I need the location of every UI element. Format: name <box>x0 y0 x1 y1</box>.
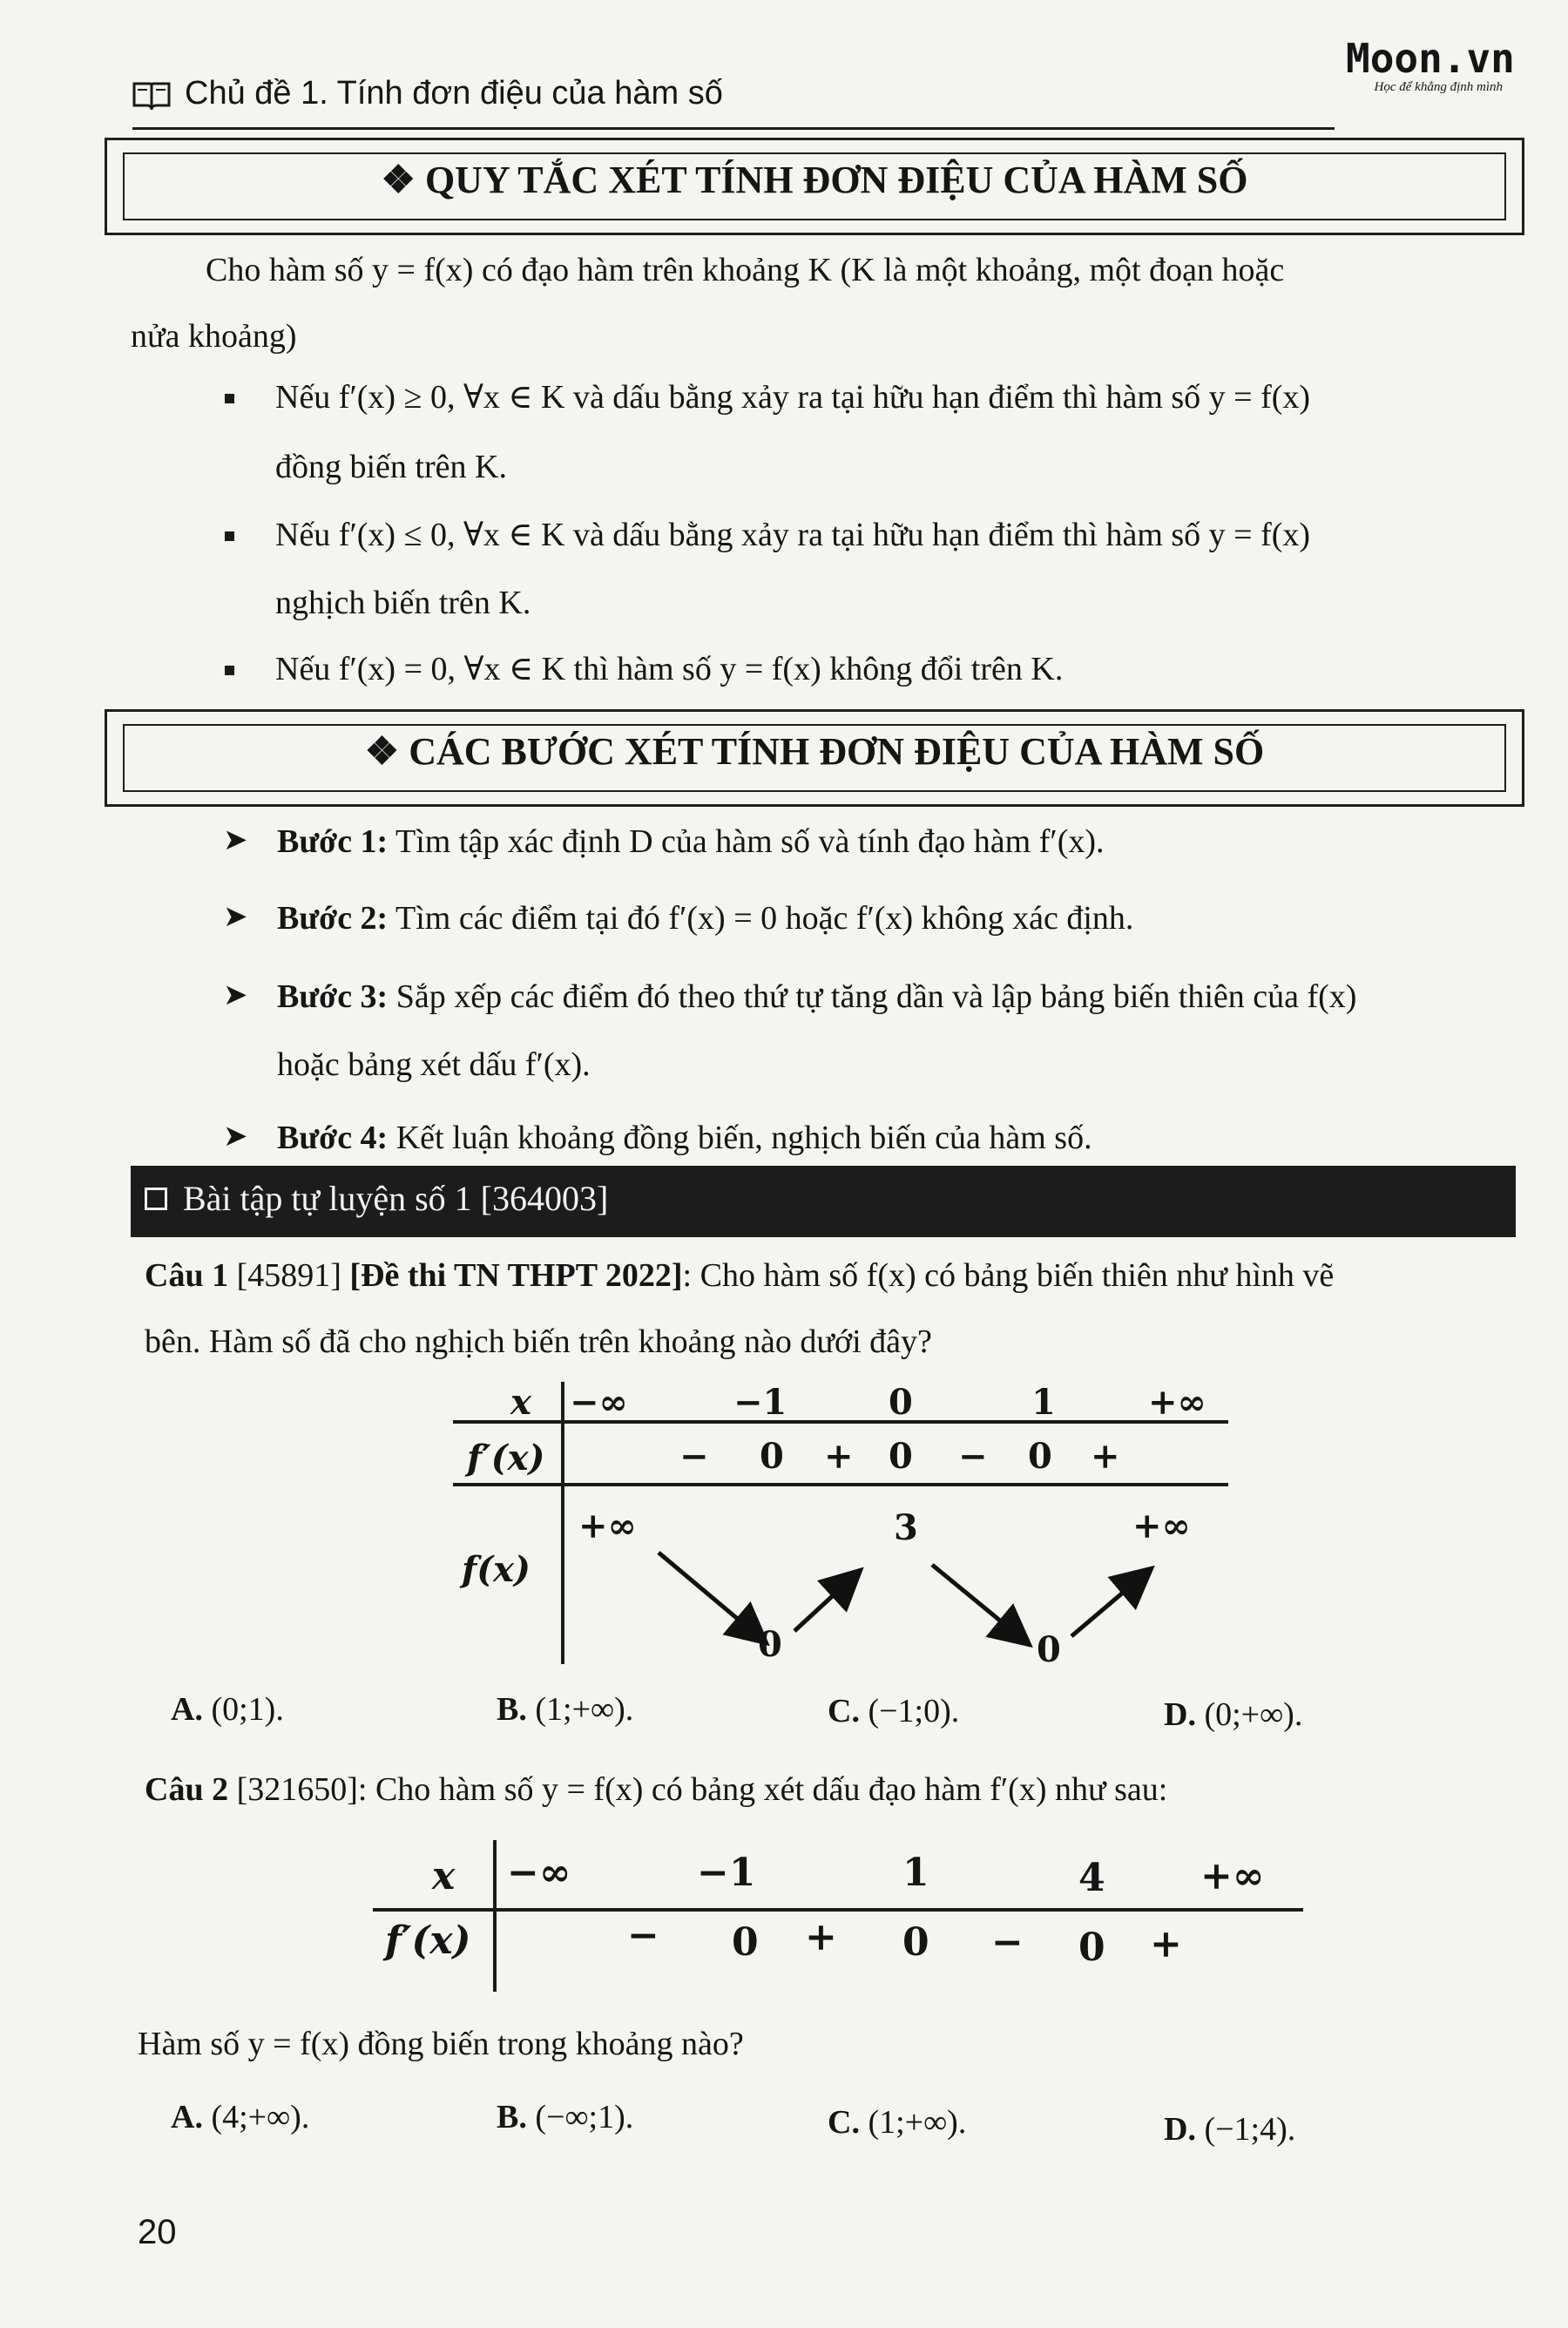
section-title-steps: ❖ CÁC BƯỚC XÉT TÍNH ĐƠN ĐIỆU CỦA HÀM SỐ <box>364 730 1265 773</box>
answer-value: (−∞;1). <box>535 2099 634 2135</box>
q1-line-2: bên. Hàm số đã cho nghịch biến trên khoảng nào dưới đây? <box>145 1323 932 1360</box>
intro-line-1: Cho hàm số y = f(x) có đạo hàm trên khoảng K (K là một khoảng, một đoạn hoặc <box>206 252 1285 288</box>
q1-f-value: +∞ <box>1132 1506 1191 1546</box>
q2-text: [321650]: Cho hàm số y = f(x) có bảng xét dấu đạo hàm f′(x) như sau: <box>228 1771 1168 1808</box>
step-4-label: Bước 4: <box>277 1120 389 1156</box>
q1-sign: 0 <box>760 1436 784 1477</box>
q1-source: [Đề thi TN THPT 2022] <box>349 1257 683 1294</box>
q1-f-value: 3 <box>894 1507 918 1548</box>
step-3-text: Sắp xếp các điểm đó theo thứ tự tăng dần và lập bảng biến thiên của f(x) <box>388 978 1357 1015</box>
q2-sign: + <box>805 1915 837 1959</box>
answer-key: B. <box>497 2099 527 2135</box>
step-2 <box>277 894 1133 943</box>
answer-key: A. <box>171 2099 203 2135</box>
exercise-title: Bài tập tự luyện số 1 [364003] <box>183 1179 609 1218</box>
header-rule <box>132 127 1335 130</box>
q1-sign: + <box>1091 1436 1120 1477</box>
q1-sign: − <box>679 1436 709 1477</box>
brand-tagline: Học để khẳng định mình <box>1374 80 1503 94</box>
answer-value: (4;+∞). <box>211 2099 310 2135</box>
answer-value: (0;1). <box>211 1691 284 1728</box>
arrow-up-icon <box>1071 1568 1152 1636</box>
q2-question: Hàm số y = f(x) đồng biến trong khoảng nào? <box>138 2026 744 2062</box>
rule-1-line-1: Nếu f′(x) ≥ 0, ∀x ∈ K và dấu bằng xảy ra tại hữu hạn điểm thì hàm số y = f(x) <box>275 379 1311 416</box>
answer-key: A. <box>171 1691 203 1728</box>
q1-answer-b[interactable] <box>497 1690 633 1729</box>
step-2-label: Bước 2: <box>277 900 389 937</box>
q2-x-value: −∞ <box>507 1851 571 1895</box>
section-title-rules: ❖ QUY TẮC XÉT TÍNH ĐƠN ĐIỆU CỦA HÀM SỐ <box>381 159 1248 201</box>
q1-answer-d[interactable] <box>1164 1695 1302 1734</box>
q1-fp-label: f′(x) <box>467 1438 545 1479</box>
q2-x-value: 4 <box>1078 1856 1105 1900</box>
q2-x-label: x <box>432 1854 456 1898</box>
answer-value: (−1;0). <box>868 1693 960 1729</box>
q1-x-value: 1 <box>1031 1382 1056 1423</box>
q1-label: Câu 1 <box>145 1257 229 1294</box>
answer-key: C. <box>828 2104 860 2141</box>
q1-table-divider <box>561 1382 564 1664</box>
answer-value: (1;+∞). <box>535 1691 634 1728</box>
q1-sign: − <box>958 1436 988 1477</box>
q2-sign: 0 <box>732 1920 759 1965</box>
q2-answer-c[interactable] <box>828 2103 966 2142</box>
arrow-up-icon <box>794 1570 861 1631</box>
arrow-down-icon <box>932 1565 1030 1645</box>
q2-sign: + <box>1150 1922 1182 1966</box>
q1-id: [45891] <box>228 1257 350 1294</box>
q2-fp-label: f′(x) <box>385 1919 471 1963</box>
intro-line-2: nửa khoảng) <box>131 318 297 355</box>
q2-line-1 <box>145 1765 1167 1814</box>
step-4 <box>277 1113 1092 1162</box>
bullet-icon <box>225 666 234 675</box>
arrow-down-icon <box>659 1553 767 1643</box>
q2-answer-d[interactable] <box>1164 2110 1295 2149</box>
brand-logo <box>1346 35 1515 95</box>
q1-sign: 0 <box>889 1436 913 1477</box>
q1-x-value: −∞ <box>570 1382 628 1423</box>
step-4-text: Kết luận khoảng đồng biến, nghịch biến của hàm số. <box>388 1120 1092 1156</box>
q1-f-value: +∞ <box>578 1506 637 1546</box>
q1-f-value: 0 <box>758 1624 782 1665</box>
q1-sign: + <box>824 1436 854 1477</box>
book-icon <box>132 80 171 110</box>
q2-sign: − <box>991 1920 1024 1965</box>
q2-table-rule <box>373 1908 1303 1912</box>
arrow-bullet-icon: ➤ <box>223 901 248 933</box>
answer-key: D. <box>1164 2111 1196 2148</box>
brand-name: Moon.vn <box>1346 35 1515 82</box>
rule-2-line-2: nghịch biến trên K. <box>275 585 531 621</box>
step-3-line-2: hoặc bảng xét dấu f′(x). <box>277 1046 591 1083</box>
answer-value: (−1;4). <box>1204 2111 1296 2148</box>
rule-3-line-1: Nếu f′(x) = 0, ∀x ∈ K thì hàm số y = f(x) không đổi trên K. <box>275 651 1064 687</box>
q2-sign: 0 <box>902 1920 929 1965</box>
step-1-label: Bước 1: <box>277 823 389 860</box>
q1-variation-arrows <box>566 1490 1228 1673</box>
arrow-bullet-icon: ➤ <box>223 824 248 856</box>
q2-sign: − <box>627 1913 659 1958</box>
bullet-icon <box>225 531 234 541</box>
q1-x-value: 0 <box>889 1382 913 1423</box>
q2-table-divider <box>493 1840 497 1992</box>
arrow-bullet-icon: ➤ <box>223 979 248 1012</box>
checkbox-square-icon <box>145 1188 167 1210</box>
q1-table-rule-bottom <box>453 1483 1228 1486</box>
answer-value: (1;+∞). <box>868 2104 967 2141</box>
rule-1-line-2: đồng biến trên K. <box>275 449 507 485</box>
step-2-text: Tìm các điểm tại đó f′(x) = 0 hoặc f′(x) không xác định. <box>388 900 1134 937</box>
bullet-icon <box>225 394 234 403</box>
step-3-label: Bước 3: <box>277 978 389 1015</box>
page-number: 20 <box>138 2213 177 2251</box>
q1-x-value: +∞ <box>1148 1382 1206 1423</box>
section-header-rules <box>105 138 1524 235</box>
answer-value: (0;+∞). <box>1204 1696 1303 1733</box>
q1-f-label: f(x) <box>462 1549 531 1590</box>
q1-line-1 <box>145 1251 1334 1300</box>
q1-answer-a[interactable] <box>171 1690 284 1729</box>
section-header-steps <box>105 709 1524 807</box>
q2-sign: 0 <box>1078 1925 1105 1970</box>
q1-x-value: −1 <box>733 1382 787 1423</box>
q2-label: Câu 2 <box>145 1771 229 1808</box>
q1-f-value: 0 <box>1037 1629 1061 1670</box>
q2-x-value: 1 <box>902 1851 929 1895</box>
rule-2-line-1: Nếu f′(x) ≤ 0, ∀x ∈ K và dấu bằng xảy ra tại hữu hạn điểm thì hàm số y = f(x) <box>275 517 1311 553</box>
q1-text: : Cho hàm số f(x) có bảng biến thiên như hình vẽ <box>682 1257 1335 1294</box>
answer-key: B. <box>497 1691 527 1728</box>
q2-x-value: +∞ <box>1200 1854 1265 1898</box>
step-1 <box>277 817 1105 866</box>
q1-answer-c[interactable] <box>828 1692 959 1730</box>
step-1-text: Tìm tập xác định D của hàm số và tính đạo hàm f′(x). <box>388 823 1105 860</box>
q2-answer-a[interactable] <box>171 2098 309 2136</box>
chapter-title: Chủ đề 1. Tính đơn điệu của hàm số <box>185 75 723 112</box>
q1-sign: 0 <box>1028 1436 1052 1477</box>
q2-answer-b[interactable] <box>497 2098 633 2136</box>
arrow-bullet-icon: ➤ <box>223 1120 248 1153</box>
q2-x-value: −1 <box>697 1851 756 1895</box>
step-3 <box>277 972 1356 1021</box>
q1-x-label: x <box>510 1382 531 1423</box>
answer-key: D. <box>1164 1696 1196 1733</box>
answer-key: C. <box>828 1693 860 1729</box>
